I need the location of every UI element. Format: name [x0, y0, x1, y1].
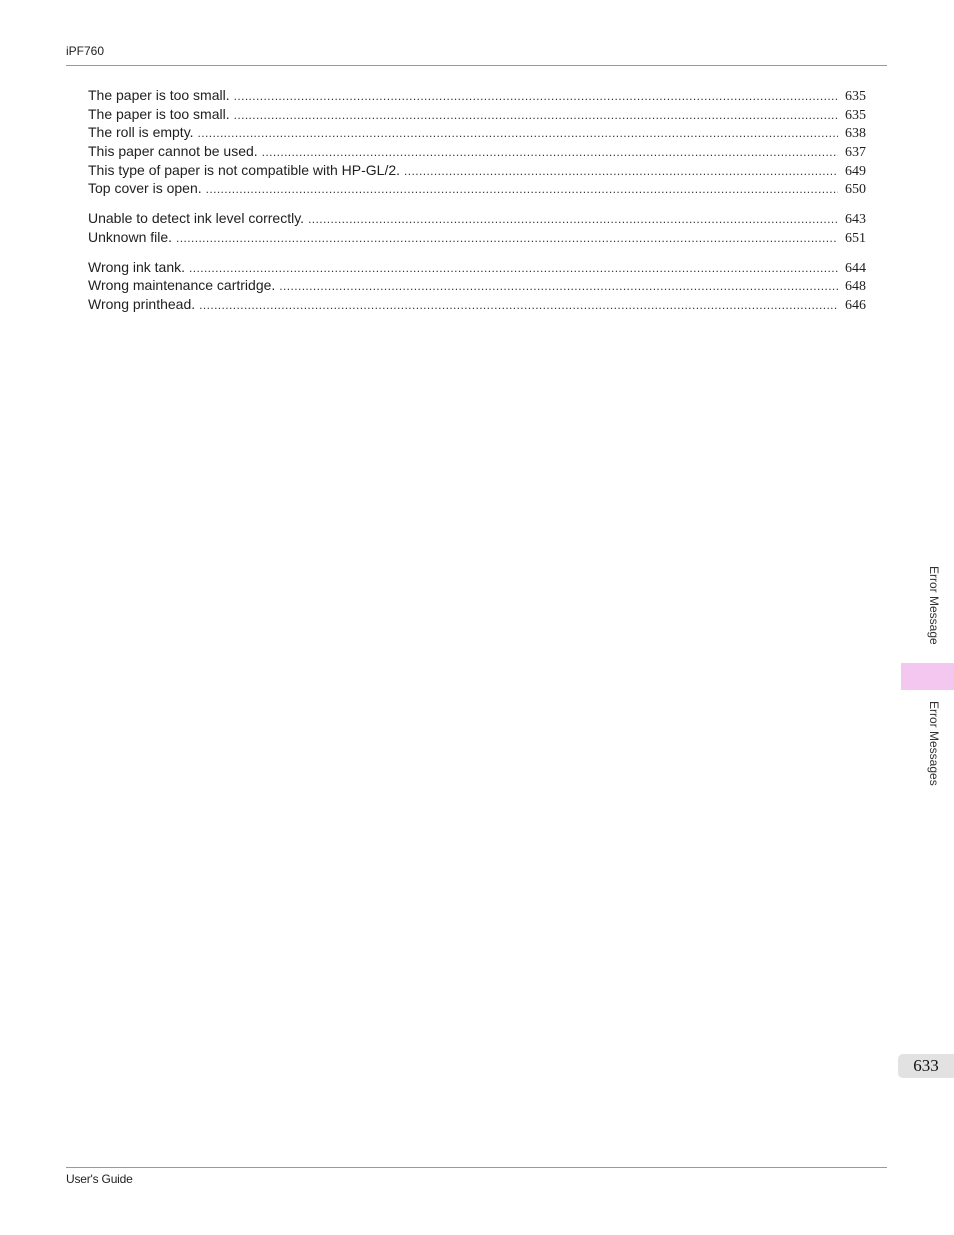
- toc-leader: [404, 162, 838, 181]
- sidebar-chapter-tab[interactable]: [901, 663, 954, 690]
- toc-entry-page: 644: [845, 260, 866, 276]
- sidebar-chapter-label: Error Messages: [927, 701, 941, 786]
- toc-entry-page: 646: [845, 297, 866, 313]
- toc-entry[interactable]: [88, 179, 866, 198]
- toc-entry-text: The paper is too small.: [88, 105, 230, 122]
- toc-entry-text: The paper is too small.: [88, 87, 230, 103]
- toc-entry[interactable]: [88, 276, 866, 295]
- footer-title: User's Guide: [66, 1172, 133, 1186]
- toc-entry-page: 648: [845, 279, 866, 295]
- toc-leader: [206, 180, 838, 199]
- footer-rule: [66, 1167, 887, 1168]
- toc-entry-page: 638: [845, 126, 866, 142]
- toc-entry-page: 635: [845, 107, 866, 123]
- toc-group: [88, 86, 866, 198]
- toc-group: [88, 258, 866, 314]
- toc-entry[interactable]: [88, 105, 866, 124]
- toc-entry-text: Unknown file.: [88, 228, 173, 245]
- toc-entry-text: Wrong ink tank.: [88, 258, 186, 275]
- toc-entry-page: 650: [845, 182, 866, 198]
- toc-leader: [234, 106, 838, 125]
- header-title: iPF760: [66, 44, 105, 58]
- toc-entry-page: 637: [845, 145, 866, 161]
- toc-entry[interactable]: [88, 86, 866, 105]
- toc-entry-text: This paper cannot be used.: [88, 143, 258, 160]
- toc-entry-page: 635: [845, 89, 866, 104]
- toc-entry[interactable]: [88, 142, 866, 161]
- toc-leader: [279, 277, 838, 296]
- toc-entry[interactable]: [88, 123, 866, 142]
- toc-leader: [199, 296, 838, 315]
- toc-entry[interactable]: [88, 161, 866, 180]
- toc-entry-page: 643: [845, 212, 866, 228]
- sidebar-section-label: Error Message: [927, 566, 941, 645]
- toc-entry-text: Top cover is open.: [88, 180, 202, 197]
- toc-leader: [189, 259, 838, 278]
- toc-entry[interactable]: [88, 209, 866, 228]
- toc-list: [88, 86, 866, 325]
- toc-entry[interactable]: [88, 295, 866, 314]
- toc-leader: [308, 210, 838, 229]
- header-rule: [66, 65, 887, 66]
- toc-leader: [176, 229, 838, 248]
- toc-leader: [198, 124, 838, 143]
- toc-entry-text: The roll is empty.: [88, 124, 194, 141]
- toc-entry-page: 651: [845, 230, 866, 246]
- toc-entry-text: This type of paper is not compatible with HP-GL/2.: [88, 161, 401, 178]
- toc-leader: [234, 87, 838, 106]
- page-number: 633: [898, 1054, 954, 1078]
- toc-entry-text: Wrong printhead.: [88, 295, 196, 312]
- toc-entry-text: Unable to detect ink level correctly.: [88, 210, 305, 227]
- toc-entry[interactable]: [88, 228, 866, 247]
- toc-entry-page: 649: [845, 163, 866, 179]
- toc-leader: [262, 143, 838, 162]
- toc-entry[interactable]: [88, 258, 866, 277]
- toc-entry-text: Wrong maintenance cartridge.: [88, 277, 276, 294]
- toc-group: [88, 209, 866, 246]
